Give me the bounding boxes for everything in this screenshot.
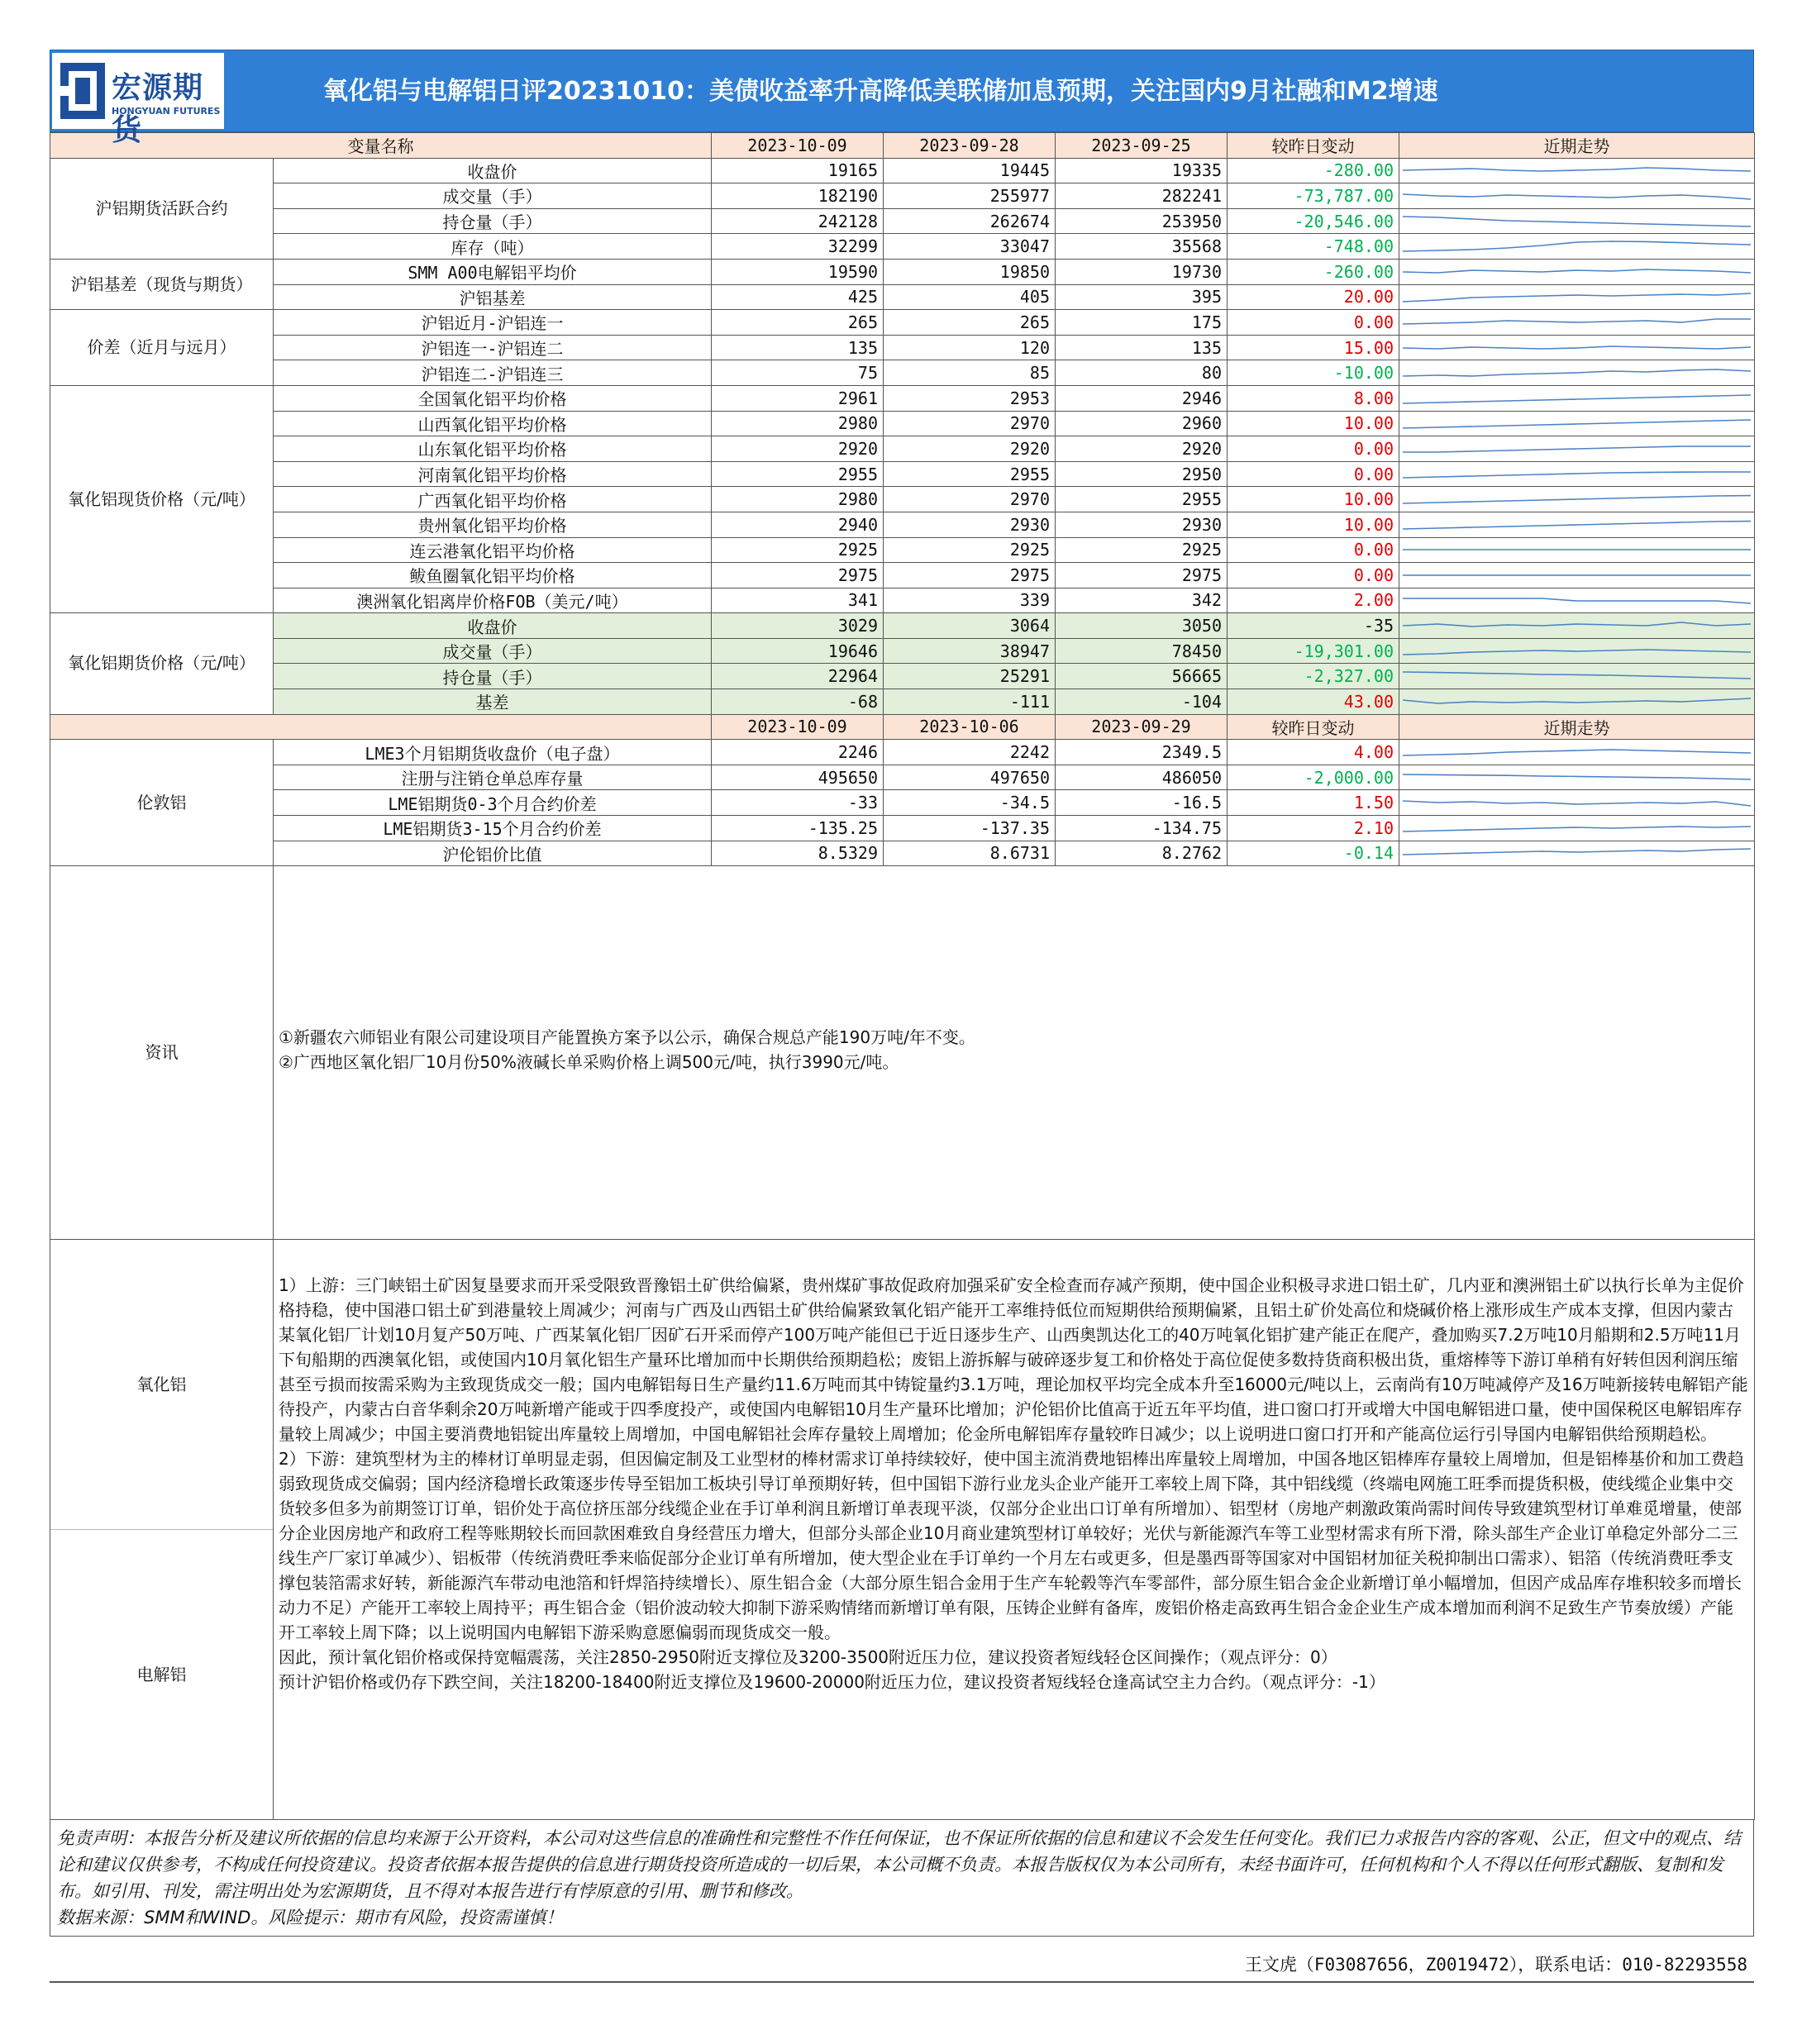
value-cell: -33 [712,790,884,816]
variable-name: 持仓量（手） [274,664,712,689]
sparkline-line [1403,217,1751,226]
sparkline-line [1403,269,1751,273]
sparkline-line [1403,750,1751,755]
sparkline-line [1403,420,1751,428]
sparkline-line [1403,521,1751,528]
value-cell: 3050 [1056,613,1228,639]
category-label-london: 伦敦铝 [50,740,274,866]
sparkline-line [1403,698,1751,703]
value-cell: 2960 [1056,411,1228,436]
value-cell: 75 [712,360,884,386]
daily-change: -10.00 [1228,360,1399,386]
variable-name: 澳洲氧化铝离岸价格FOB（美元/吨） [274,588,712,613]
trend-sparkline [1399,765,1755,790]
analysis-paragraph: 预计沪铝价格或仍存下跌空间，关注18200-18400附近支撑位及19600-20000附近压力位，建议投资者短线轻仓逢高试空主力合约。（观点评分：-1） [279,1672,1385,1693]
daily-change: 0.00 [1228,436,1399,462]
daily-change: -280.00 [1228,158,1399,183]
analyst-contact: 王文虎（F03087656，Z0019472），联系电话：010-82293558 [50,1946,1754,1983]
value-cell: 19850 [884,259,1056,284]
value-cell: 395 [1056,284,1228,310]
trend-sparkline [1399,816,1755,841]
variable-name: 鲅鱼圈氧化铝平均价格 [274,563,712,588]
value-cell: 2920 [1056,436,1228,462]
trend-sparkline [1399,385,1755,411]
value-cell: 78450 [1056,638,1228,664]
daily-change: 10.00 [1228,487,1399,512]
news-item: ②广西地区氧化铝厂10月份50%液碱长单采购价格上调500元/吨，执行3990元/吨。 [279,1052,899,1073]
trend-sparkline [1399,512,1755,537]
table-row [50,563,1755,588]
header-column: 2023-09-28 [884,133,1056,159]
sparkline-line [1403,849,1751,855]
table-row [50,664,1755,689]
sparkline-chart [1403,439,1751,459]
trend-sparkline [1399,790,1755,816]
variable-name: 贵州氧化铝平均价格 [274,512,712,537]
value-cell: 2961 [712,385,884,411]
value-cell: 2925 [1056,537,1228,563]
table-row [50,512,1755,537]
value-cell: 2930 [1056,512,1228,537]
trend-sparkline [1399,638,1755,664]
table-row [50,816,1755,841]
daily-change: -2,000.00 [1228,765,1399,790]
sparkline-chart [1403,666,1751,686]
sparkline-chart [1403,465,1751,484]
alumina-label: 氧化铝 [50,1240,273,1530]
sparkline-line [1403,496,1751,503]
value-cell: 425 [712,284,884,310]
variable-name: 沪铝连一-沪铝连二 [274,335,712,360]
value-cell: 80 [1056,360,1228,386]
header-column: 2023-10-09 [712,714,884,740]
value-cell: 2349.5 [1056,740,1228,765]
daily-change: -260.00 [1228,259,1399,284]
table-row [50,436,1755,462]
table-row [50,335,1755,360]
value-cell: 2920 [712,436,884,462]
news-row [50,866,1755,1240]
value-cell: 265 [712,310,884,336]
daily-change: 8.00 [1228,385,1399,411]
sparkline-line [1403,672,1751,679]
trend-sparkline [1399,208,1755,234]
value-cell: 339 [884,588,1056,613]
value-cell: 85 [884,360,1056,386]
table-header-row [50,133,1755,159]
table-row [50,689,1755,715]
market-data-table [50,132,1755,1820]
table-row [50,537,1755,563]
value-cell: 2242 [884,740,1056,765]
value-cell: 2975 [1056,563,1228,588]
value-cell: 33047 [884,234,1056,260]
table-row [50,208,1755,234]
sparkline-chart [1403,338,1751,358]
trend-sparkline [1399,310,1755,336]
sparkline-chart [1403,363,1751,383]
news-text-block [279,1025,1749,1074]
sparkline-chart [1403,287,1751,307]
category-label: 氧化铝现货价格（元/吨） [50,385,274,612]
variable-name: 沪铝连二-沪铝连三 [274,360,712,386]
value-cell: 341 [712,588,884,613]
sparkline-chart [1403,818,1751,838]
trend-sparkline [1399,613,1755,639]
variable-name: 山西氧化铝平均价格 [274,411,712,436]
value-cell: 19335 [1056,158,1228,183]
trend-sparkline [1399,537,1755,563]
value-cell: 255977 [884,183,1056,209]
sparkline-chart [1403,692,1751,712]
value-cell: 56665 [1056,664,1228,689]
trend-sparkline [1399,841,1755,866]
news-label: 资讯 [50,866,274,1240]
value-cell: -137.35 [884,816,1056,841]
trend-sparkline [1399,563,1755,588]
value-cell: 2980 [712,487,884,512]
value-cell: 35568 [1056,234,1228,260]
value-cell: 2980 [712,411,884,436]
variable-name: LME3个月铝期货收盘价（电子盘） [274,740,712,765]
trend-sparkline [1399,284,1755,310]
table-row [50,461,1755,487]
sparkline-line [1403,369,1751,376]
daily-change: 20.00 [1228,284,1399,310]
sparkline-line [1403,622,1751,627]
value-cell: 253950 [1056,208,1228,234]
value-cell: 2955 [1056,487,1228,512]
sparkline-line [1403,472,1751,478]
value-cell: 495650 [712,765,884,790]
sparkline-line [1403,395,1751,403]
value-cell: 8.2762 [1056,841,1228,866]
value-cell: 282241 [1056,183,1228,209]
table-row [50,284,1755,310]
value-cell: 2925 [712,537,884,563]
sparkline-line [1403,346,1751,349]
table-row [50,158,1755,183]
table-row [50,765,1755,790]
trend-sparkline [1399,436,1755,462]
value-cell: -34.5 [884,790,1056,816]
analysis-labels [50,1240,274,1820]
header-column: 较昨日变动 [1228,133,1399,159]
value-cell: 3064 [884,613,1056,639]
value-cell: 405 [884,284,1056,310]
sparkline-chart [1403,388,1751,408]
header-column: 2023-09-29 [1056,714,1228,740]
trend-sparkline [1399,461,1755,487]
trend-sparkline [1399,360,1755,386]
variable-name: SMM A00电解铝平均价 [274,259,712,284]
daily-change: -748.00 [1228,234,1399,260]
value-cell: 19646 [712,638,884,664]
value-cell: 2970 [884,487,1056,512]
daily-change: 43.00 [1228,689,1399,715]
daily-change: -20,546.00 [1228,208,1399,234]
sparkline-chart [1403,616,1751,636]
analysis-paragraph: 因此，预计氧化铝价格或保持宽幅震荡，关注2850-2950附近支撑位及3200-3500附近压力位，建议投资者短线轻仓区间操作；（观点评分：0） [279,1647,1337,1668]
table-row [50,411,1755,436]
value-cell: 2920 [884,436,1056,462]
value-cell: 38947 [884,638,1056,664]
sparkline-line [1403,827,1751,831]
daily-change: 2.10 [1228,816,1399,841]
value-cell: 262674 [884,208,1056,234]
value-cell: 25291 [884,664,1056,689]
sparkline-line [1403,801,1751,806]
sparkline-chart [1403,236,1751,256]
sparkline-chart [1403,742,1751,762]
sparkline-chart [1403,793,1751,812]
header-column: 近期走势 [1399,133,1755,159]
value-cell: -68 [712,689,884,715]
report-page [50,50,1754,1983]
sparkline-line [1403,446,1751,452]
daily-change: 10.00 [1228,512,1399,537]
value-cell: 486050 [1056,765,1228,790]
daily-change: -2,327.00 [1228,664,1399,689]
variable-name: 沪铝基差 [274,284,712,310]
value-cell: -16.5 [1056,790,1228,816]
header-column: 近期走势 [1399,714,1755,740]
header-column: 2023-09-25 [1056,133,1228,159]
sparkline-chart [1403,641,1751,661]
variable-name: LME铝期货3-15个月合约价差 [274,816,712,841]
daily-change: 0.00 [1228,563,1399,588]
value-cell: 32299 [712,234,884,260]
trend-sparkline [1399,588,1755,613]
header-column: 2023-10-09 [712,133,884,159]
daily-change: -35 [1228,613,1399,639]
trend-sparkline [1399,487,1755,512]
sparkline-chart [1403,540,1751,560]
header-variable-name: 变量名称 [50,133,712,159]
variable-name: 收盘价 [274,613,712,639]
trend-sparkline [1399,183,1755,209]
value-cell: 265 [884,310,1056,336]
sparkline-line [1403,598,1751,603]
header-column: 2023-10-06 [884,714,1056,740]
variable-name: 成交量（手） [274,183,712,209]
daily-change: -0.14 [1228,841,1399,866]
daily-change: 4.00 [1228,740,1399,765]
analysis-row [50,1240,1755,1820]
analysis-paragraph: 2）下游：建筑型材为主的棒材订单明显走弱，但因偏定制及工业型材的棒材需求订单持续较好，使中国主流消费地铝棒出库量较上周增加，中国各地区铝棒库存量较上周增加，但是铝棒基价和加工费趋弱致现货成交偏弱；国内经济稳增长政策逐步传导至铝加工板块引导订单预期好转，但中国铝下游行业龙头企业产能开工率较上周下降，其中铝线缆（终端电网施工旺季而提货积极，使线缆企业集中交货较多但多为前期签订订单，铝价处于高位挤压部分线缆企业在手订单利润且新增订单表现平淡，仅部分企业出口订单有所增加）、铝型材（房地产刺激政策尚需时间传导致建筑型材订单难觅增量，使部分企业因房地产和政府工程等账期较长而回款困难致自身经营压力增大，但部分头部企业10月商业建筑型材订单较好；光伏与新能源汽车等工业型材需求有所下滑，除头部生产企业订单稳定外部分二三线生产厂家订单减少）、铝板带（传统消费旺季来临促部分企业订单有所增加，使大型企业在手订单约一个月左右或更多，但是墨西哥等国家对中国铝材加征关税抑制出口需求）、铝箔（传统消费旺季支撑包装箔需求好转，新能源汽车带动电池箔和钎焊箔持续增长）、原生铝合金（大部分原生铝合金用于生产车轮毂等汽车零部件，部分原生铝合金企业新增订单小幅增加，但因产成品库存堆积较多而增长动力不足）产能开工率较上周持平；再生铝合金（铝价波动较大抑制下游采购情绪而新增订单有限，压铸企业鲜有备库，废铝价格走高致再生铝合金企业生产成本增加而利润不足致生产节奏放缓）产能开工率较上周下降；以上说明国内电解铝下游采购意愿偏弱而现货成交一般。 [279,1449,1744,1643]
trend-sparkline [1399,234,1755,260]
variable-name: 全国氧化铝平均价格 [274,385,712,411]
disclaimer-block [50,1820,1754,1937]
value-cell: 497650 [884,765,1056,790]
value-cell: 2953 [884,385,1056,411]
trend-sparkline [1399,158,1755,183]
daily-change: 0.00 [1228,310,1399,336]
value-cell: 19590 [712,259,884,284]
daily-change: 15.00 [1228,335,1399,360]
variable-name: 广西氧化铝平均价格 [274,487,712,512]
trend-sparkline [1399,335,1755,360]
sparkline-line [1403,774,1751,779]
value-cell: 22964 [712,664,884,689]
daily-change: 1.50 [1228,790,1399,816]
table-row [50,841,1755,866]
sparkline-line [1403,168,1751,171]
sparkline-line [1403,319,1751,324]
company-logo [52,53,224,147]
value-cell: 19165 [712,158,884,183]
table-row [50,638,1755,664]
value-cell: 242128 [712,208,884,234]
value-cell: 8.5329 [712,841,884,866]
sparkline-chart [1403,768,1751,788]
sparkline-line [1403,241,1751,251]
variable-name: 基差 [274,689,712,715]
report-title: 氧化铝与电解铝日评20231010：美债收益率升高降低美联储加息预期，关注国内9月社融和M2增速 [323,77,1438,106]
table-row [50,740,1755,765]
value-cell: 2940 [712,512,884,537]
value-cell: 342 [1056,588,1228,613]
value-cell: 2246 [712,740,884,765]
value-cell: 2970 [884,411,1056,436]
sparkline-chart [1403,590,1751,610]
analysis-content [274,1240,1755,1820]
table-row [50,613,1755,639]
header-column: 较昨日变动 [1228,714,1399,740]
variable-name: 库存（吨） [274,234,712,260]
variable-name: 河南氧化铝平均价格 [274,461,712,487]
value-cell: 2975 [712,563,884,588]
news-item: ①新疆农六师铝业有限公司建设项目产能置换方案予以公示，确保合规总产能190万吨/年不变。 [279,1027,975,1048]
value-cell: -135.25 [712,816,884,841]
daily-change: 2.00 [1228,588,1399,613]
sparkline-chart [1403,489,1751,509]
sparkline-chart [1403,515,1751,535]
value-cell: 135 [712,335,884,360]
daily-change: 0.00 [1228,537,1399,563]
sparkline-chart [1403,262,1751,282]
table-row [50,360,1755,386]
trend-sparkline [1399,664,1755,689]
sparkline-line [1403,293,1751,302]
variable-name: 注册与注销仓单总库存量 [274,765,712,790]
category-label: 沪铝期货活跃合约 [50,158,274,259]
value-cell: 19730 [1056,259,1228,284]
sparkline-chart [1403,413,1751,433]
variable-name: 成交量（手） [274,638,712,664]
daily-change: 10.00 [1228,411,1399,436]
analysis-paragraph: 1）上游：三门峡铝土矿因复垦要求而开采受限致晋豫铝土矿供给偏紧，贵州煤矿事故促政府加强采矿安全检查而存减产预期，使中国企业积极寻求进口铝土矿，几内亚和澳洲铝土矿以执行长单为主促价格持稳，使中国港口铝土矿到港量较上周减少；河南与广西及山西铝土矿供给偏紧致氧化铝产能开工率维持低位而短期供给预期偏紧，且铝土矿价处高位和烧碱价格上涨形成生产成本支撑，但因内蒙古某氧化铝厂计划10月复产50万吨、广西某氧化铝厂因矿石开采而停产100万吨产能但已于近日逐步生产、山西奥凯达化工的40万吨氧化铝扩建产能正在爬产，叠加购买7.2万吨10月船期和2.5万吨11月下旬船期的西澳氧化铝，或使国内10月氧化铝生产量环比增加而中长期供给预期趋松；废铝上游拆解与破碎逐步复工和价格处于高位促使多数持货商积极出货，重熔棒等下游订单稍有好转但因利润压缩甚至亏损而按需采购为主致现货成交一般；国内电解铝每日生产量约11.6万吨而其中铸锭量约3.1万吨，理论加权平均完全成本升至16000元/吨以上，云南尚有10万吨减停产及16万吨新接转电解铝产能待投产，内蒙古白音华剩余20万吨新增产能或于四季度投产，或使国内电解铝10月生产量环比增加；沪伦铝价比值高于近五年平均值，进口窗口打开或增大中国电解铝进口量，使中国保税区电解铝库存量较上周减少；中国主要消费地铝锭出库量较上周增加，中国电解铝社会库存量较上周增加；伦金所电解铝库存量较昨日减少；以上说明进口窗口打开和产能高位运行引导国内电解铝供给预期趋松。 [279,1275,1748,1445]
value-cell: -134.75 [1056,816,1228,841]
daily-change: 0.00 [1228,461,1399,487]
value-cell: 2930 [884,512,1056,537]
sparkline-chart [1403,186,1751,206]
value-cell: 19445 [884,158,1056,183]
variable-name: 山东氧化铝平均价格 [274,436,712,462]
data-source-text: 数据来源：SMM和WIND。风险提示：期市有风险，投资需谨慎！ [57,1908,564,1928]
value-cell: 2925 [884,537,1056,563]
sparkline-line [1403,650,1751,655]
table-row [50,588,1755,613]
sparkline-chart [1403,212,1751,231]
variable-name: 沪伦铝价比值 [274,841,712,866]
trend-sparkline [1399,740,1755,765]
variable-name: 收盘价 [274,158,712,183]
sparkline-chart [1403,843,1751,863]
aluminum-label: 电解铝 [136,1664,187,1684]
value-cell: 2950 [1056,461,1228,487]
table-row [50,385,1755,411]
news-content [274,866,1755,1240]
value-cell: -111 [884,689,1056,715]
value-cell: 8.6731 [884,841,1056,866]
daily-change: -73,787.00 [1228,183,1399,209]
category-label: 沪铝基差（现货与期货） [50,259,274,309]
trend-sparkline [1399,259,1755,284]
logo-english-name: HONGYUAN FUTURES [112,106,221,117]
sparkline-chart [1403,565,1751,585]
table-row [50,790,1755,816]
value-cell: 135 [1056,335,1228,360]
table-row [50,183,1755,209]
disclaimer-text: 免责声明：本报告分析及建议所依据的信息均来源于公开资料，本公司对这些信息的准确性和完整性不作任何保证，也不保证所依据的信息和建议不会发生任何变化。我们已力求报告内容的客观、公正，但文中的观点、结论和建议仅供参考，不构成任何投资建议。投资者依据本报告提供的信息进行期货投资所造成的一切后果，本公司概不负责。本报告版权仅为本公司所有，未经书面许可，任何机构和个人不得以任何形式翻版、复制和发布。如引用、刊发，需注明出处为宏源期货，且不得对本报告进行有悖原意的引用、删节和修改。 [57,1828,1741,1902]
value-cell: 175 [1056,310,1228,336]
logo-chinese-name: 宏源期货 [112,71,204,147]
trend-sparkline [1399,689,1755,715]
value-cell: 2955 [712,461,884,487]
category-label: 氧化铝期货价格（元/吨） [50,613,274,714]
table-header-row [50,714,1755,740]
value-cell: 182190 [712,183,884,209]
value-cell: 120 [884,335,1056,360]
daily-change: -19,301.00 [1228,638,1399,664]
table-row [50,234,1755,260]
table-row [50,259,1755,284]
variable-name: LME铝期货0-3个月合约价差 [274,790,712,816]
value-cell: 2955 [884,461,1056,487]
sparkline-chart [1403,160,1751,180]
sparkline-chart [1403,312,1751,332]
variable-name: 沪铝近月-沪铝连一 [274,310,712,336]
logo-mark-icon [60,63,105,119]
header-variable-name [50,714,712,740]
sparkline-line [1403,194,1751,199]
variable-name: 持仓量（手） [274,208,712,234]
value-cell: 2946 [1056,385,1228,411]
table-row [50,487,1755,512]
value-cell: 2975 [884,563,1056,588]
value-cell: -104 [1056,689,1228,715]
table-row [50,310,1755,336]
variable-name: 连云港氧化铝平均价格 [274,537,712,563]
trend-sparkline [1399,411,1755,436]
category-label: 价差（近月与远月） [50,310,274,386]
value-cell: 3029 [712,613,884,639]
